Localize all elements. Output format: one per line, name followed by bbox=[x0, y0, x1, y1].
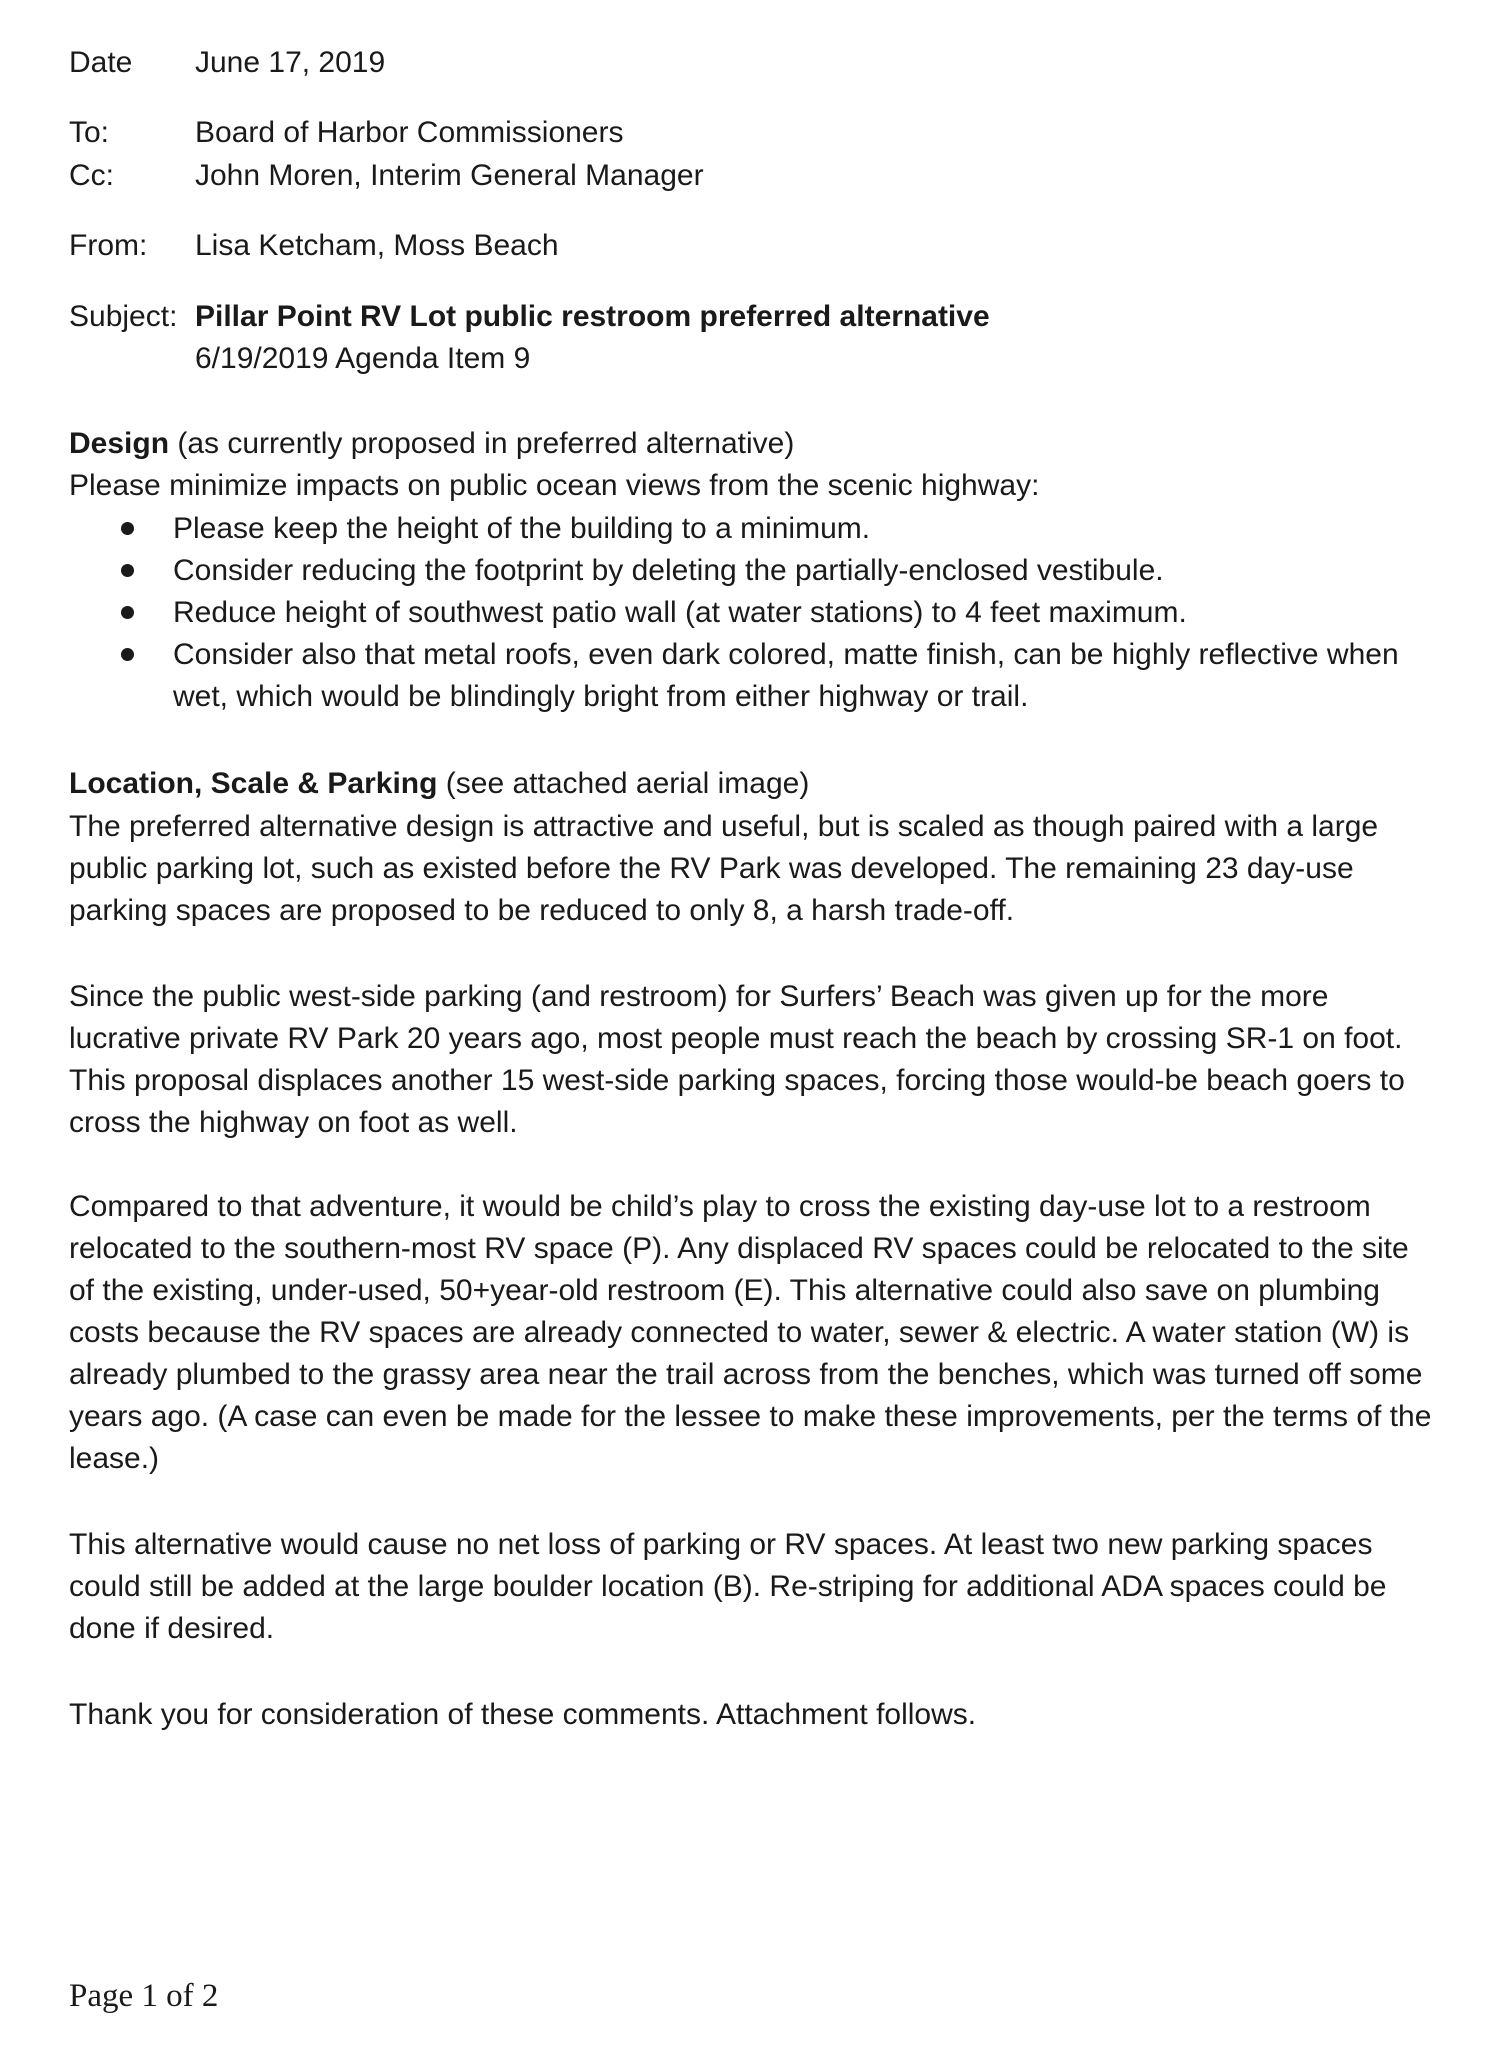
closing-paragraph: Thank you for consideration of these comments. Attachment follows. bbox=[69, 1698, 977, 1731]
page-number: Page 1 of 2 bbox=[69, 1978, 219, 2014]
to-label: To: bbox=[69, 116, 110, 149]
bullet-icon bbox=[121, 648, 134, 661]
design-bullet-list bbox=[69, 508, 1439, 718]
from-label: From: bbox=[69, 229, 148, 262]
design-bullet-text: Reduce height of southwest patio wall (at water stations) to 4 feet maximum. bbox=[173, 596, 1187, 629]
location-paragraph: This alternative would cause no net loss of parking or RV spaces. At least two new parking spaces could still be added at the large boulder location (B). Re-striping for additional ADA spaces could be done if desired. bbox=[69, 1528, 1387, 1645]
design-bullet-text: Consider also that metal roofs, even dark colored, matte finish, can be highly reflective when wet, which would be blindingly bright from either highway or trail. bbox=[173, 638, 1399, 713]
bullet-icon bbox=[121, 606, 134, 619]
date-row bbox=[69, 42, 1429, 84]
to-value: Board of Harbor Commissioners bbox=[195, 116, 624, 149]
design-bullet-text: Please keep the height of the building to a minimum. bbox=[173, 512, 871, 545]
cc-row bbox=[69, 155, 1429, 197]
from-row bbox=[69, 225, 1429, 267]
cc-label: Cc: bbox=[69, 159, 114, 192]
date-label: Date bbox=[69, 46, 133, 79]
location-paragraph: Since the public west-side parking (and restroom) for Surfers’ Beach was given up for the more lucrative private RV Park 20 years ago, most people must reach the beach by crossing SR-1 on foot. This proposal displaces another 15 west-side parking spaces, forcing those would-be beach goers to cross the highway on foot as well. bbox=[69, 980, 1405, 1139]
design-heading-line bbox=[69, 423, 1439, 465]
design-heading-note: (as currently proposed in preferred alternative) bbox=[169, 427, 795, 460]
date-value: June 17, 2019 bbox=[195, 46, 386, 79]
agenda-line: 6/19/2019 Agenda Item 9 bbox=[195, 342, 531, 375]
location-heading-note: (see attached aerial image) bbox=[437, 767, 810, 800]
design-bullet bbox=[69, 634, 1439, 718]
subject-label: Subject: bbox=[69, 300, 178, 333]
bullet-icon bbox=[121, 522, 134, 535]
location-heading-line bbox=[69, 763, 1439, 805]
design-bullet-text: Consider reducing the footprint by deleting the partially-enclosed vestibule. bbox=[173, 554, 1164, 587]
subject-value: Pillar Point RV Lot public restroom preferred alternative bbox=[195, 300, 990, 333]
design-heading: Design bbox=[69, 427, 170, 460]
design-intro: Please minimize impacts on public ocean views from the scenic highway: bbox=[69, 469, 1040, 502]
location-heading: Location, Scale & Parking bbox=[69, 767, 438, 800]
cc-value: John Moren, Interim General Manager bbox=[195, 159, 704, 192]
from-value: Lisa Ketcham, Moss Beach bbox=[195, 229, 559, 262]
location-paragraph: Compared to that adventure, it would be child’s play to cross the existing day-use lot to a restroom relocated to the southern-most RV space (P). Any displaced RV spaces could be relocated to the site of the existing, under-used, 50+year-old restroom (E). This alternative could also save on plumbing costs because the RV spaces are already connected to water, sewer & electric. A water station (W) is already plumbed to the grassy area near the trail across from the benches, which was turned off some years ago. (A case can even be made for the lessee to make these improvements, per the terms of the lease.) bbox=[69, 1190, 1432, 1475]
design-bullet bbox=[69, 508, 1439, 550]
design-bullet bbox=[69, 592, 1439, 634]
location-paragraph: The preferred alternative design is attractive and useful, but is scaled as though paired with a large public parking lot, such as existed before the RV Park was developed. The remaining 23 day-use parking spaces are proposed to be reduced to only 8, a harsh trade-off. bbox=[69, 810, 1379, 927]
design-bullet bbox=[69, 550, 1439, 592]
to-row bbox=[69, 112, 1429, 154]
bullet-icon bbox=[121, 564, 134, 577]
subject-row bbox=[69, 296, 1429, 338]
